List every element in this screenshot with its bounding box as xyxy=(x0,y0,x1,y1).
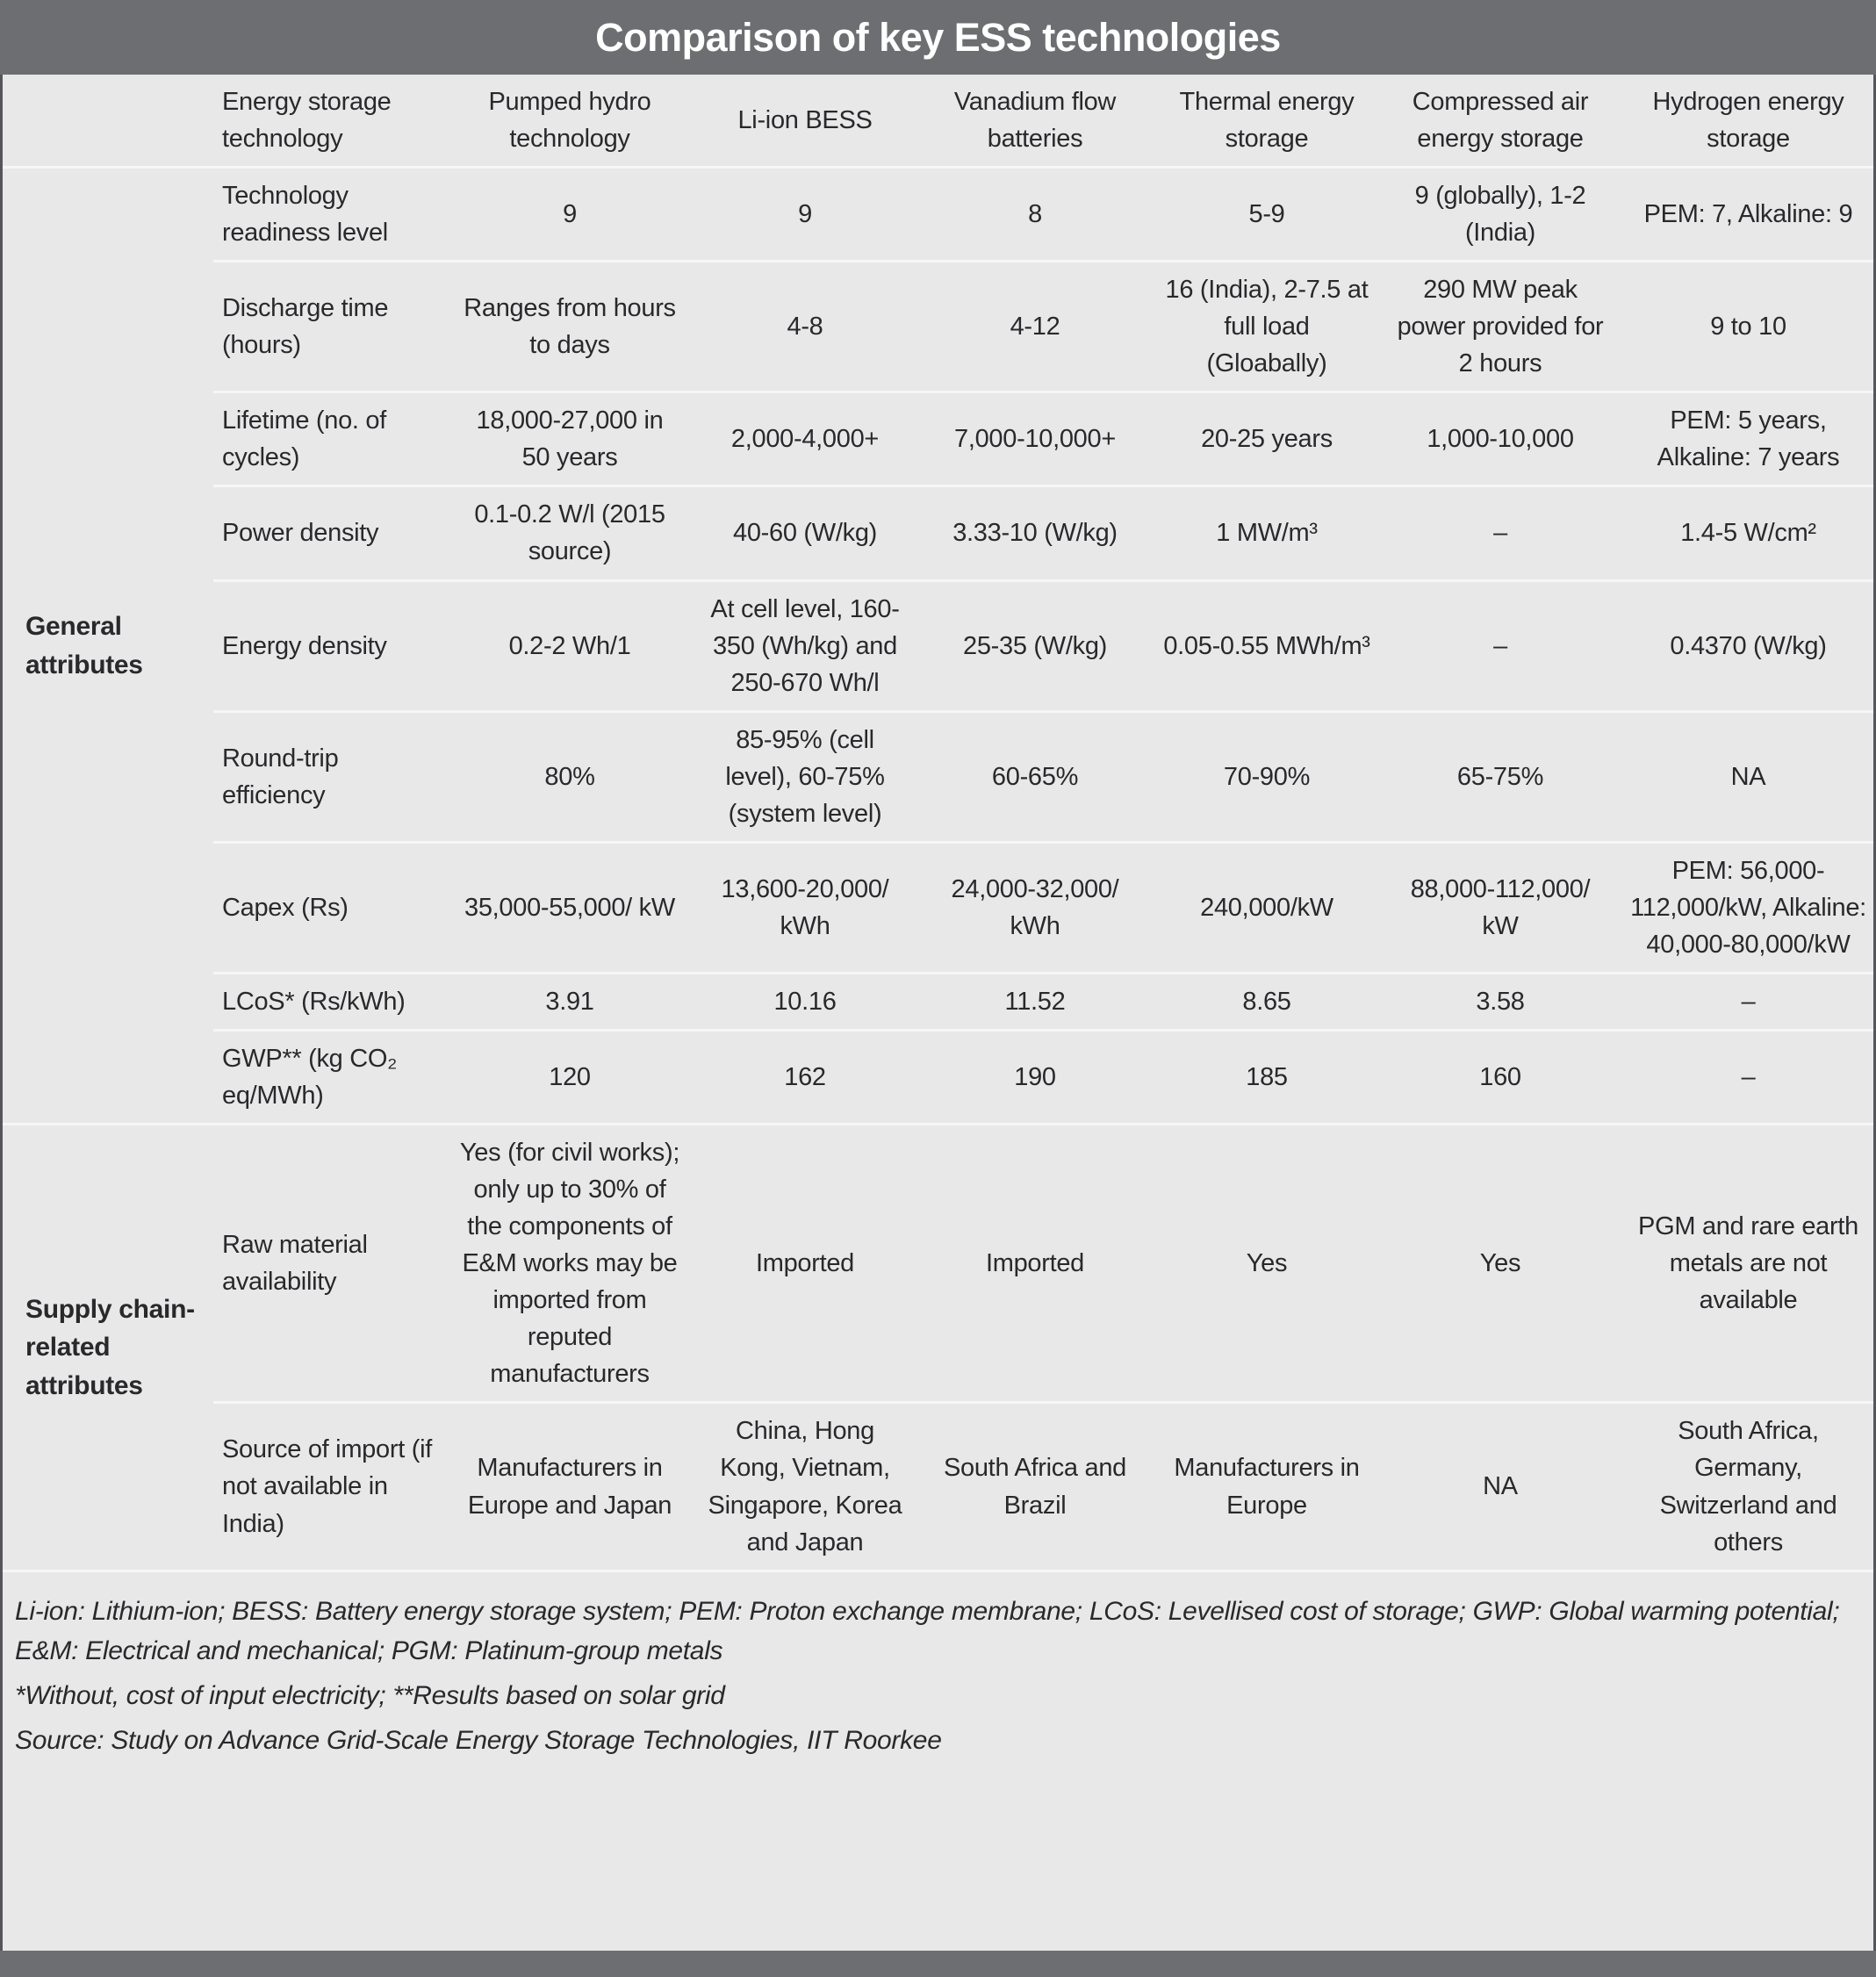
row-label-technology-readiness: Technology readiness level xyxy=(213,168,449,262)
row-label-lcos: LCoS* (Rs/kWh) xyxy=(213,973,449,1030)
table-cell: 9 to 10 xyxy=(1618,262,1876,392)
table-cell: 40-60 (W/kg) xyxy=(691,486,919,580)
table-cell: 24,000-32,000/ kWh xyxy=(919,842,1151,973)
table-cell: 9 xyxy=(449,168,691,262)
table-cell: NA xyxy=(1618,711,1876,842)
table-cell: Yes (for civil works); only up to 30% of the components of E&M works may be imported from reputed manufacturers xyxy=(449,1125,691,1403)
table-cell: PGM and rare earth metals are not available xyxy=(1618,1125,1876,1403)
table-row xyxy=(3,711,1876,842)
footnotes xyxy=(3,1570,1873,1774)
table-cell: 120 xyxy=(449,1030,691,1124)
table-cell: 70-90% xyxy=(1151,711,1383,842)
table-cell: Yes xyxy=(1383,1125,1618,1403)
table-cell: 290 MW peak power provided for 2 hours xyxy=(1383,262,1618,392)
table-cell: 16 (India), 2-7.5 at full load (Gloabally) xyxy=(1151,262,1383,392)
table-cell: 2,000-4,000+ xyxy=(691,392,919,486)
table-cell: 240,000/kW xyxy=(1151,842,1383,973)
column-header-pumped-hydro: Pumped hydro technology xyxy=(488,88,651,154)
table-cell: 190 xyxy=(919,1030,1151,1124)
row-label-round-trip-efficiency: Round-trip efficiency xyxy=(213,711,449,842)
row-label-gwp: GWP** (kg CO₂ eq/MWh) xyxy=(213,1030,449,1124)
table-cell: 0.2-2 Wh/1 xyxy=(449,580,691,711)
table-cell: 3.58 xyxy=(1383,973,1618,1030)
table-cell: At cell level, 160-350 (Wh/kg) and 250-670 Wh/l xyxy=(691,580,919,711)
table-cell: 20-25 years xyxy=(1151,392,1383,486)
table-cell: 25-35 (W/kg) xyxy=(919,580,1151,711)
table-cell: 3.33-10 (W/kg) xyxy=(919,486,1151,580)
table-cell: 0.05-0.55 MWh/m³ xyxy=(1151,580,1383,711)
table-row xyxy=(3,1030,1876,1124)
table-row xyxy=(3,1125,1876,1403)
column-header-hydrogen: Hydrogen energy storage xyxy=(1652,88,1844,154)
table-row xyxy=(3,1403,1876,1570)
row-label-source-of-import: Source of import (if not available in India) xyxy=(213,1403,449,1570)
title-bar xyxy=(0,0,1876,75)
ess-comparison-table xyxy=(3,75,1876,1570)
bottom-bar xyxy=(0,1951,1876,1977)
table-cell: Manufacturers in Europe xyxy=(1151,1403,1383,1570)
table-cell: PEM: 56,000-112,000/kW, Alkaline: 40,000-80,000/kW xyxy=(1618,842,1876,973)
table-cell: 11.52 xyxy=(919,973,1151,1030)
table-cell: – xyxy=(1383,486,1618,580)
table-row xyxy=(3,262,1876,392)
table-cell: South Africa, Germany, Switzerland and others xyxy=(1618,1403,1876,1570)
table-cell: NA xyxy=(1383,1403,1618,1570)
row-label-discharge-time: Discharge time (hours) xyxy=(213,262,449,392)
table-cell: – xyxy=(1383,580,1618,711)
table-cell: 10.16 xyxy=(691,973,919,1030)
table-cell: 4-12 xyxy=(919,262,1151,392)
table-cell: 162 xyxy=(691,1030,919,1124)
table-cell: Imported xyxy=(919,1125,1151,1403)
table-cell: PEM: 5 years, Alkaline: 7 years xyxy=(1618,392,1876,486)
table-row xyxy=(3,842,1876,973)
table-cell: 18,000-27,000 in 50 years xyxy=(449,392,691,486)
table-cell: 0.1-0.2 W/l (2015 source) xyxy=(449,486,691,580)
table-cell: Yes xyxy=(1151,1125,1383,1403)
table-cell: PEM: 7, Alkaline: 9 xyxy=(1618,168,1876,262)
table-cell: 7,000-10,000+ xyxy=(919,392,1151,486)
row-label-capex: Capex (Rs) xyxy=(213,842,449,973)
table-cell: 13,600-20,000/ kWh xyxy=(691,842,919,973)
table-row xyxy=(3,973,1876,1030)
footnote-source: Source: Study on Advance Grid-Scale Energy Storage Technologies, IIT Roorkee xyxy=(15,1725,942,1755)
group-label-supply-chain: Supply chain-related attributes xyxy=(3,1125,213,1570)
table-cell: – xyxy=(1618,973,1876,1030)
table-cell: 9 (globally), 1-2 (India) xyxy=(1383,168,1618,262)
page-title: Comparison of key ESS technologies xyxy=(595,14,1281,60)
row-label-lifetime: Lifetime (no. of cycles) xyxy=(213,392,449,486)
table-cell: 35,000-55,000/ kW xyxy=(449,842,691,973)
table-cell: 1.4-5 W/cm² xyxy=(1618,486,1876,580)
table-cell: 85-95% (cell level), 60-75% (system level) xyxy=(691,711,919,842)
table-cell: 88,000-112,000/ kW xyxy=(1383,842,1618,973)
table-cell: 9 xyxy=(691,168,919,262)
footnote-abbreviations: Li-ion: Lithium-ion; BESS: Battery energy storage system; PEM: Proton exchange membrane; LCoS: Levellised cost of storage; GWP: Global warming potential; E&M: Electrical and mechanical; PGM: Platinum-group metals xyxy=(15,1596,1840,1665)
column-header-energy-storage-technology: Energy storage technology xyxy=(222,88,392,154)
table-cell: 4-8 xyxy=(691,262,919,392)
table-cell: – xyxy=(1618,1030,1876,1124)
group-label-general-attributes: General attributes xyxy=(3,168,213,1125)
table-cell: Ranges from hours to days xyxy=(449,262,691,392)
table-row xyxy=(3,580,1876,711)
table-cell: 80% xyxy=(449,711,691,842)
table-cell: Imported xyxy=(691,1125,919,1403)
row-label-raw-material: Raw material availability xyxy=(213,1125,449,1403)
row-label-energy-density: Energy density xyxy=(213,580,449,711)
row-label-power-density: Power density xyxy=(213,486,449,580)
table-row xyxy=(3,486,1876,580)
column-header-vanadium-flow: Vanadium flow batteries xyxy=(953,88,1117,154)
table-cell: South Africa and Brazil xyxy=(919,1403,1151,1570)
table-cell: 185 xyxy=(1151,1030,1383,1124)
table-cell: 5-9 xyxy=(1151,168,1383,262)
table-cell: 65-75% xyxy=(1383,711,1618,842)
table-cell: 8 xyxy=(919,168,1151,262)
table-cell: 0.4370 (W/kg) xyxy=(1618,580,1876,711)
column-header-compressed-air: Compressed air energy storage xyxy=(1412,88,1589,154)
table-cell: 1 MW/m³ xyxy=(1151,486,1383,580)
table-cell: 60-65% xyxy=(919,711,1151,842)
footnote-asterisks: *Without, cost of input electricity; **Results based on solar grid xyxy=(15,1680,725,1710)
table-cell: China, Hong Kong, Vietnam, Singapore, Korea and Japan xyxy=(691,1403,919,1570)
table-cell: 160 xyxy=(1383,1030,1618,1124)
header-row xyxy=(3,75,1876,168)
table-cell: 1,000-10,000 xyxy=(1383,392,1618,486)
table-row xyxy=(3,392,1876,486)
column-header-li-ion-bess: Li-ion BESS xyxy=(737,106,873,135)
table-cell: 3.91 xyxy=(449,973,691,1030)
group-column-header-empty xyxy=(3,75,213,168)
table-area xyxy=(0,75,1876,1951)
table-row xyxy=(3,168,1876,262)
table-cell: Manufacturers in Europe and Japan xyxy=(449,1403,691,1570)
table-cell: 8.65 xyxy=(1151,973,1383,1030)
column-header-thermal: Thermal energy storage xyxy=(1179,88,1355,154)
